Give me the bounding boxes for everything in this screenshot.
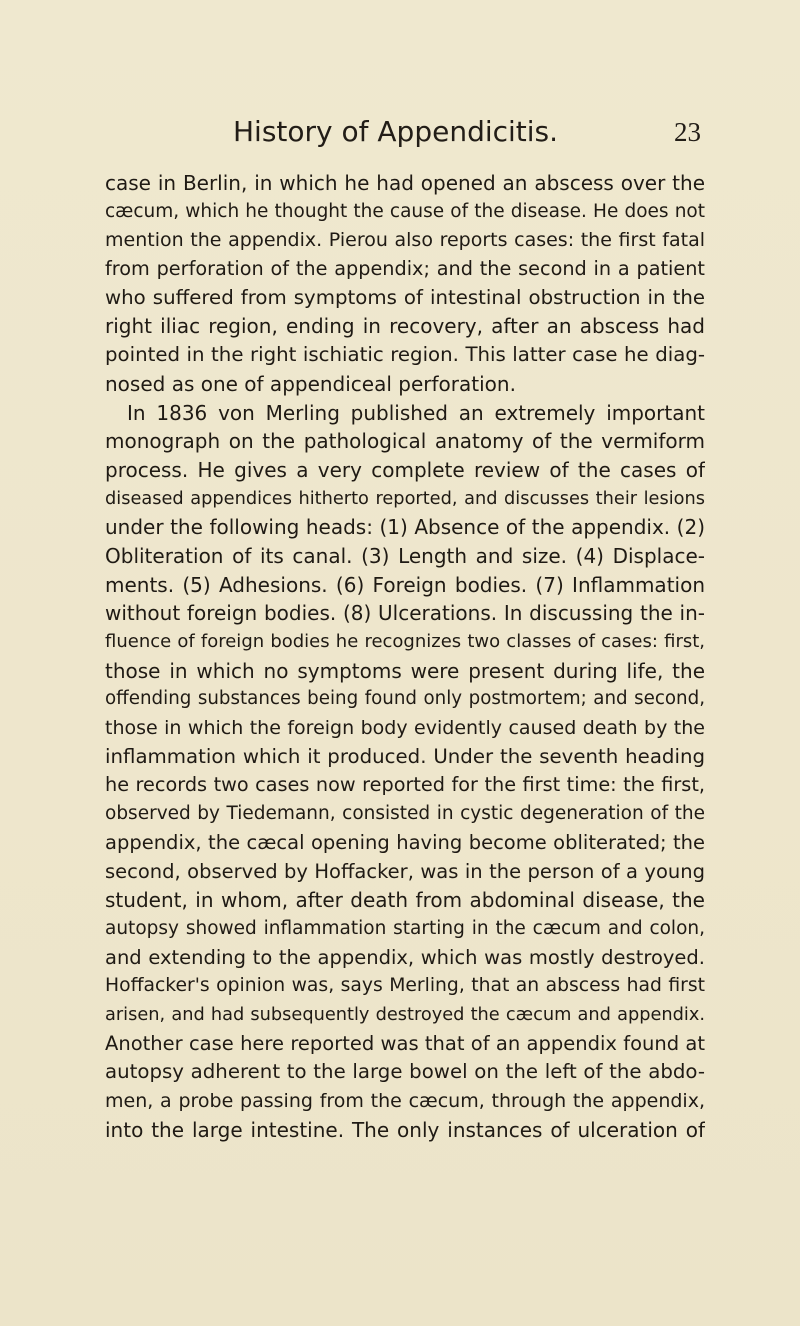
text-line: autopsy adherent to the large bowel on the left of the abdo- (105, 1060, 705, 1084)
text-line: mention the appendix. Pierou also reports cases: the first fatal (105, 229, 705, 252)
text-line: without foreign bodies. (8) Ulcerations. In discussing the in- (105, 601, 705, 626)
running-title: History of Appendicitis. (233, 115, 559, 148)
text-line: ments. (5) Adhesions. (6) Foreign bodies. (7) Inflammation (105, 572, 705, 597)
text-line: Hoffacker's opinion was, says Merling, that an abscess had first (105, 975, 705, 997)
text-line: case in Berlin, in which he had opened an abscess over the (105, 171, 705, 195)
text-line: second, observed by Hoffacker, was in the person of a young (105, 859, 705, 883)
text-line: men, a probe passing from the cæcum, through the appendix, (105, 1090, 705, 1112)
text-line: under the following heads: (1) Absence of the appendix. (2) (105, 515, 705, 540)
text-line: inflammation which it produced. Under the seventh heading (105, 744, 705, 768)
text-line: nosed as one of appendiceal perforation. (105, 371, 516, 396)
text-line: Another case here reported was that of an appendix found at (105, 1031, 705, 1055)
text-line: who suffered from symptoms of intestinal obstruction in the (105, 285, 705, 309)
paragraph-start-line: In 1836 von Merling published an extremely important (127, 400, 705, 425)
text-line: cæcum, which he thought the cause of the disease. He does not (105, 200, 705, 222)
text-line: he records two cases now reported for the first time: the first, (105, 773, 705, 797)
text-line: right iliac region, ending in recovery, after an abscess had (105, 314, 705, 339)
text-line: observed by Tiedemann, consisted in cystic degeneration of the (105, 803, 705, 825)
body-text (105, 169, 705, 1144)
text-line: and extending to the appendix, which was mostly destroyed. (105, 945, 705, 969)
text-line: autopsy showed inflammation starting in the cæcum and colon, (105, 917, 705, 939)
text-line: Obliteration of its canal. (3) Length and size. (4) Displace- (105, 543, 705, 568)
text-line: appendix, the cæcal opening having become obliterated; the (105, 830, 705, 854)
text-line: student, in whom, after death from abdominal disease, the (105, 888, 705, 913)
text-line: arisen, and had subsequently destroyed the cæcum and appendix. (105, 1004, 705, 1025)
text-line: offending substances being found only postmortem; and second, (105, 688, 705, 710)
text-line: from perforation of the appendix; and the second in a patient (105, 257, 705, 281)
text-line: diseased appendices hitherto reported, and discusses their lesions (105, 488, 705, 509)
page-number: 23 (674, 117, 701, 147)
text-line: those in which no symptoms were present during life, the (105, 658, 705, 683)
text-line: pointed in the right ischiatic region. This latter case he diag- (105, 343, 705, 367)
text-line: into the large intestine. The only instances of ulceration of (105, 1117, 705, 1142)
text-line: fluence of foreign bodies he recognizes two classes of cases: first, (105, 631, 705, 652)
text-line: those in which the foreign body evidently caused death by the (105, 717, 705, 740)
text-line: monograph on the pathological anatomy of the vermiform (105, 429, 705, 454)
page-header (0, 112, 800, 152)
text-line: process. He gives a very complete review of the cases of (105, 457, 705, 482)
